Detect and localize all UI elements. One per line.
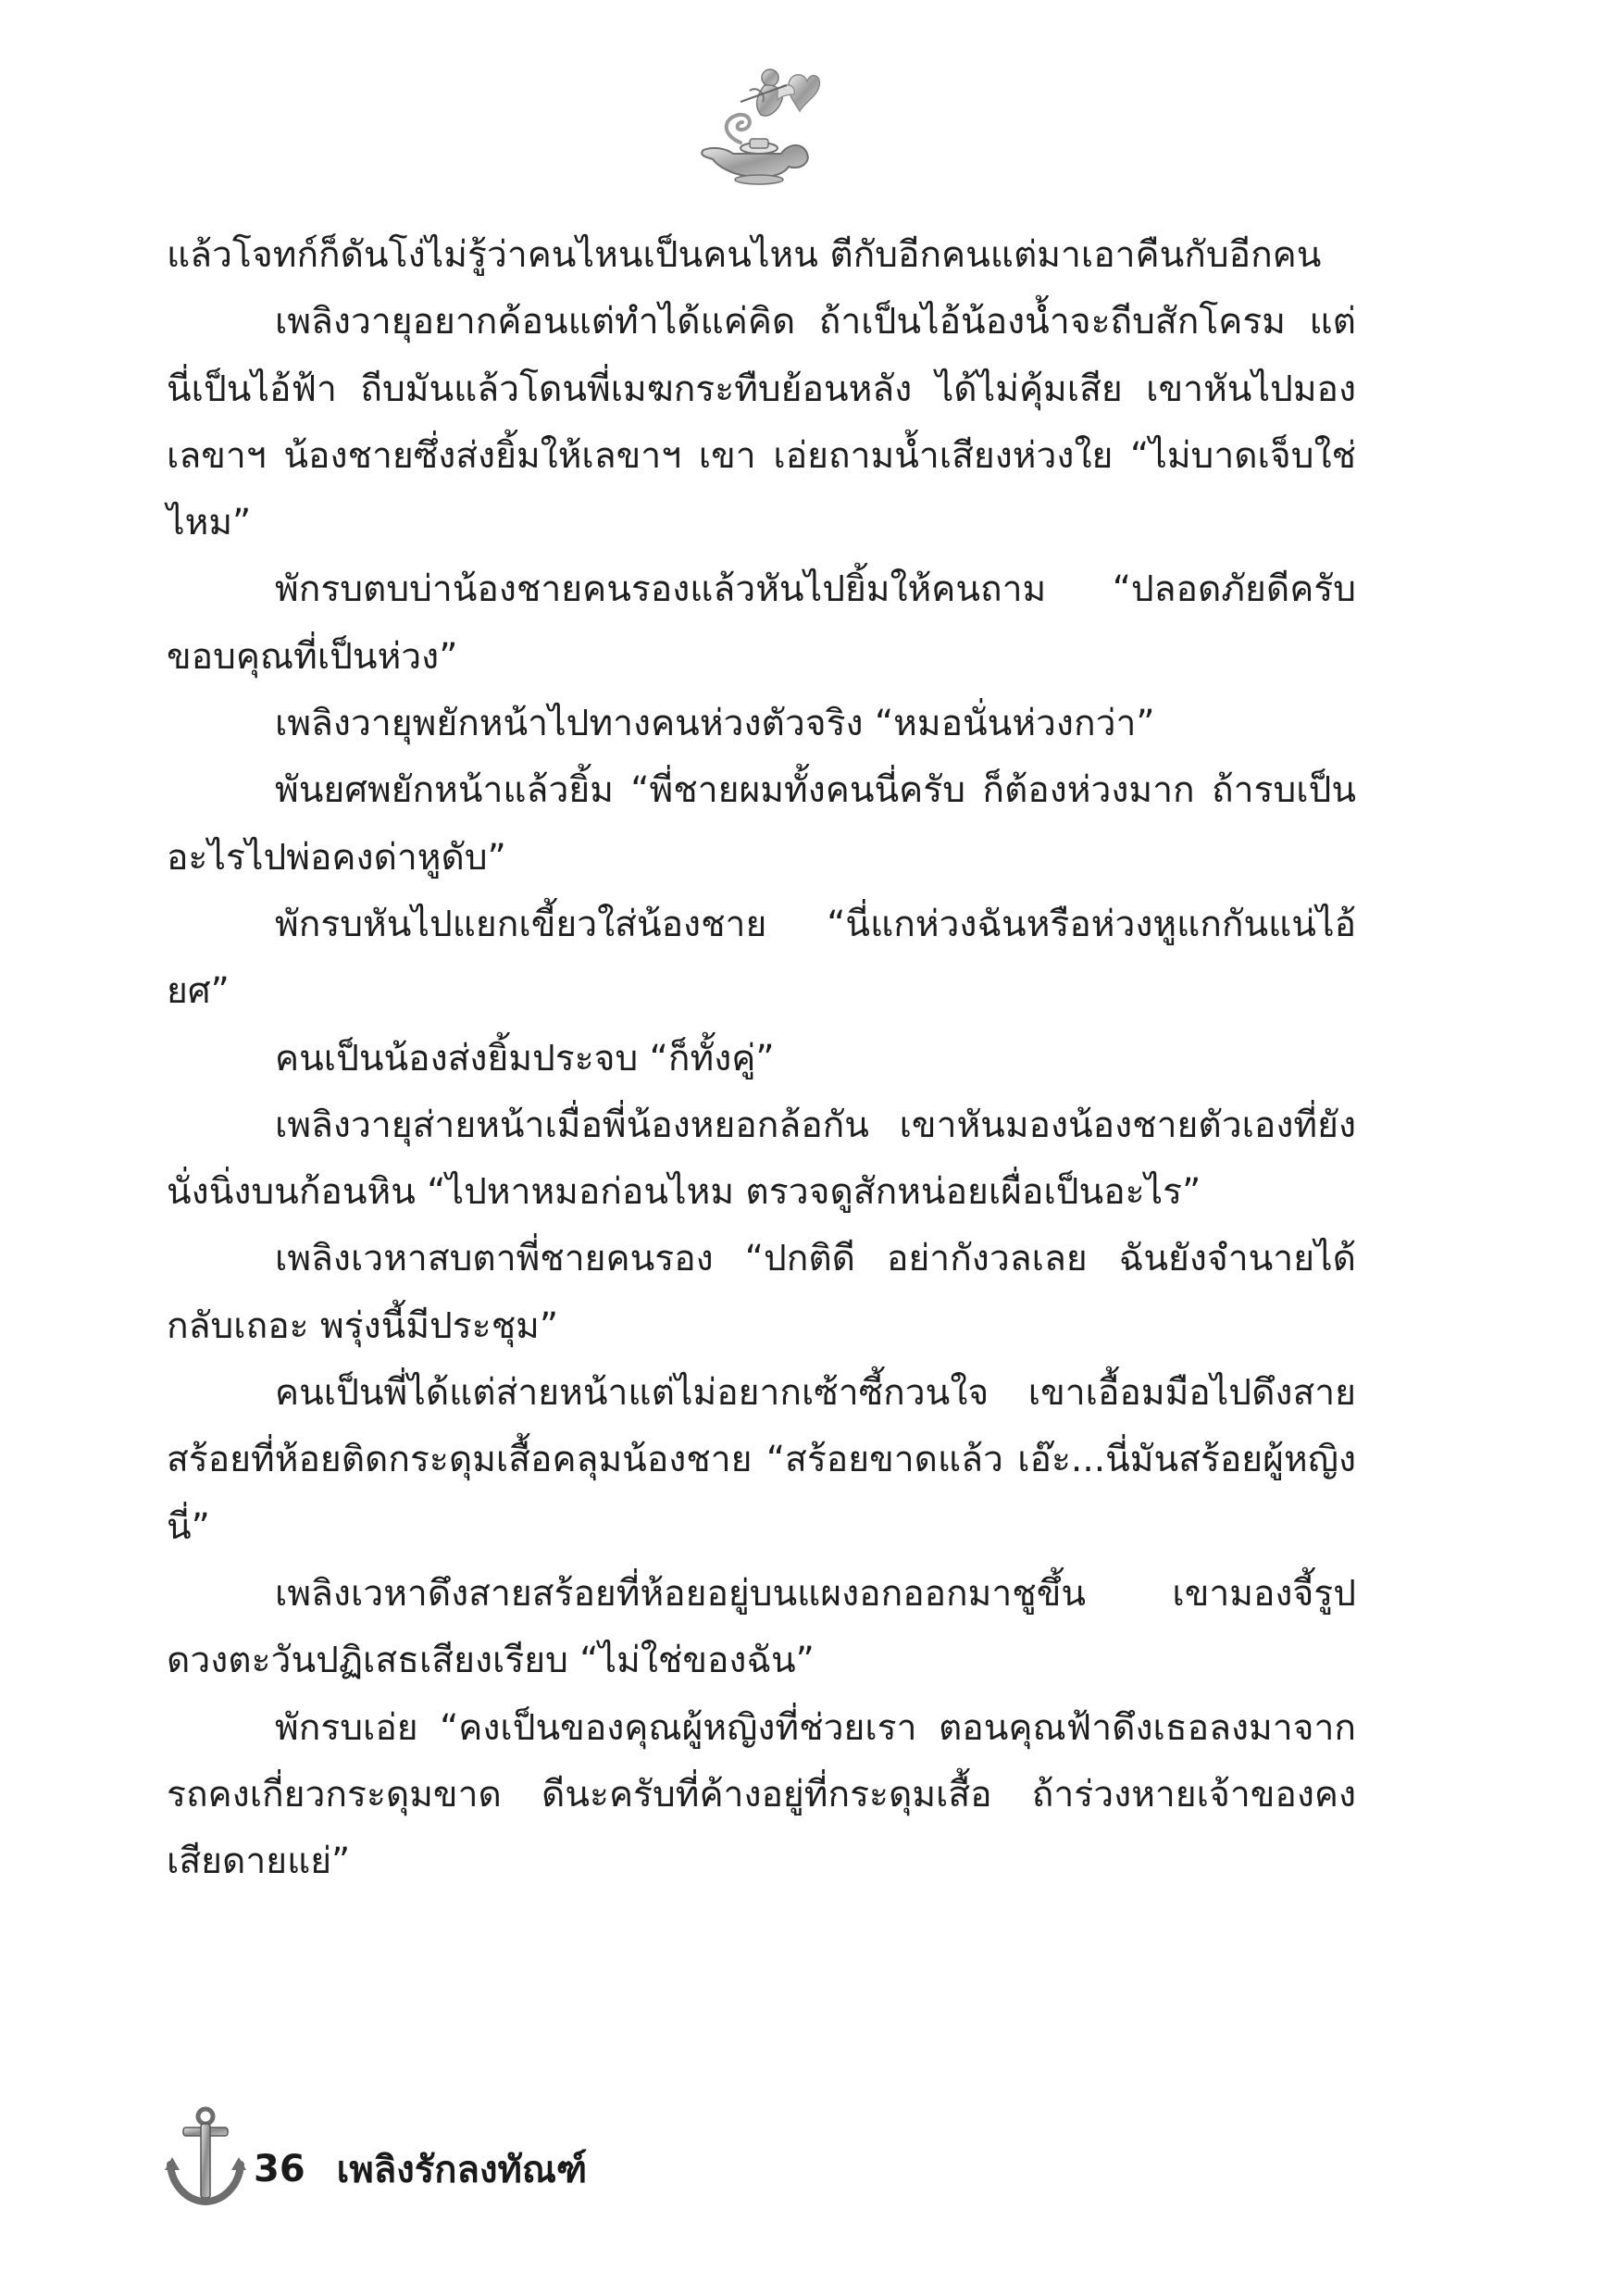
page-text	[167, 222, 1356, 1895]
paragraph: พักรบหันไปแยกเขี้ยวใส่น้องชาย “นี่แกห่วงฉันหรือห่วงหูแกกันแน่ไอ้ยศ”	[167, 903, 1356, 1013]
paragraph: พักรบตบบ่าน้องชายคนรองแล้วหันไปยิ้มให้คนถาม “ปลอดภัยดีครับ ขอบคุณที่เป็นห่วง”	[167, 568, 1356, 678]
page-footer	[165, 2102, 587, 2213]
paragraph: เพลิงวายุส่ายหน้าเมื่อพี่น้องหยอกล้อกัน เขาหันมองน้องชายตัวเองที่ยังนั่งนิ่งบนก้อนหิน “ไปหาหมอก่อนไหม ตรวจดูสักหน่อยเผื่อเป็นอะไร”	[167, 1104, 1356, 1214]
genie-lamp-cupid-icon	[685, 57, 824, 187]
anchor-icon	[165, 2105, 246, 2209]
paragraph: เพลิงเวหาสบตาพี่ชายคนรอง “ปกติดี อย่ากังวลเลย ฉันยังจำนายได้ กลับเถอะ พรุ่งนี้มีประชุม”	[167, 1238, 1356, 1347]
page-number: 36	[254, 2148, 305, 2190]
paragraph: เพลิงเวหาดึงสายสร้อยที่ห้อยอยู่บนแผงอกออกมาชูขึ้น เขามองจี้รูปดวงตะวันปฏิเสธเสียงเรียบ “ไม่ใช่ของฉัน”	[167, 1572, 1356, 1682]
paragraph: พันยศพยักหน้าแล้วยิ้ม “พี่ชายผมทั้งคนนี่ครับ ก็ต้องห่วงมาก ถ้ารบเป็นอะไรไปพ่อคงด่าหูดับ”	[167, 769, 1356, 879]
paragraph: คนเป็นน้องส่งยิ้มประจบ “ก็ทั้งคู่”	[275, 1037, 775, 1079]
book-title: เพลิงรักลงทัณฑ์	[336, 2149, 588, 2191]
paragraph: แล้วโจทก์ก็ดันโง่ไม่รู้ว่าคนไหนเป็นคนไหน ตีกับอีกคนแต่มาเอาคืนกับอีกคน	[167, 234, 1322, 276]
paragraph: เพลิงวายุอยากค้อนแต่ทำได้แค่คิด ถ้าเป็นไอ้น้องน้ำจะถีบสักโครม แต่นี่เป็นไอ้ฟ้า ถีบมันแล้วโดนพี่เมฆกระทืบย้อนหลัง ได้ไม่คุ้มเสีย เขาหันไปมองเลขาฯ น้องชายซึ่งส่งยิ้มให้เลขาฯ เขา เอ่ยถามน้ำเสียงห่วงใย “ไม่บาดเจ็บใช่ไหม”	[167, 301, 1356, 544]
paragraph: เพลิงวายุพยักหน้าไปทางคนห่วงตัวจริง “หมอนั่นห่วงกว่า”	[275, 703, 1155, 745]
paragraph: คนเป็นพี่ได้แต่ส่ายหน้าแต่ไม่อยากเซ้าซี้กวนใจ เขาเอื้อมมือไปดึงสายสร้อยที่ห้อยติดกระดุมเสื้อคลุมน้องชาย “สร้อยขาดแล้ว เอ๊ะ...นี่มันสร้อยผู้หญิงนี่”	[167, 1372, 1356, 1548]
paragraph: พักรบเอ่ย “คงเป็นของคุณผู้หญิงที่ช่วยเรา ตอนคุณฟ้าดึงเธอลงมาจากรถคงเกี่ยวกระดุมขาด ดีนะครับที่ค้างอยู่ที่กระดุมเสื้อ ถ้าร่วงหายเจ้าของคงเสียดายแย่”	[167, 1706, 1356, 1883]
